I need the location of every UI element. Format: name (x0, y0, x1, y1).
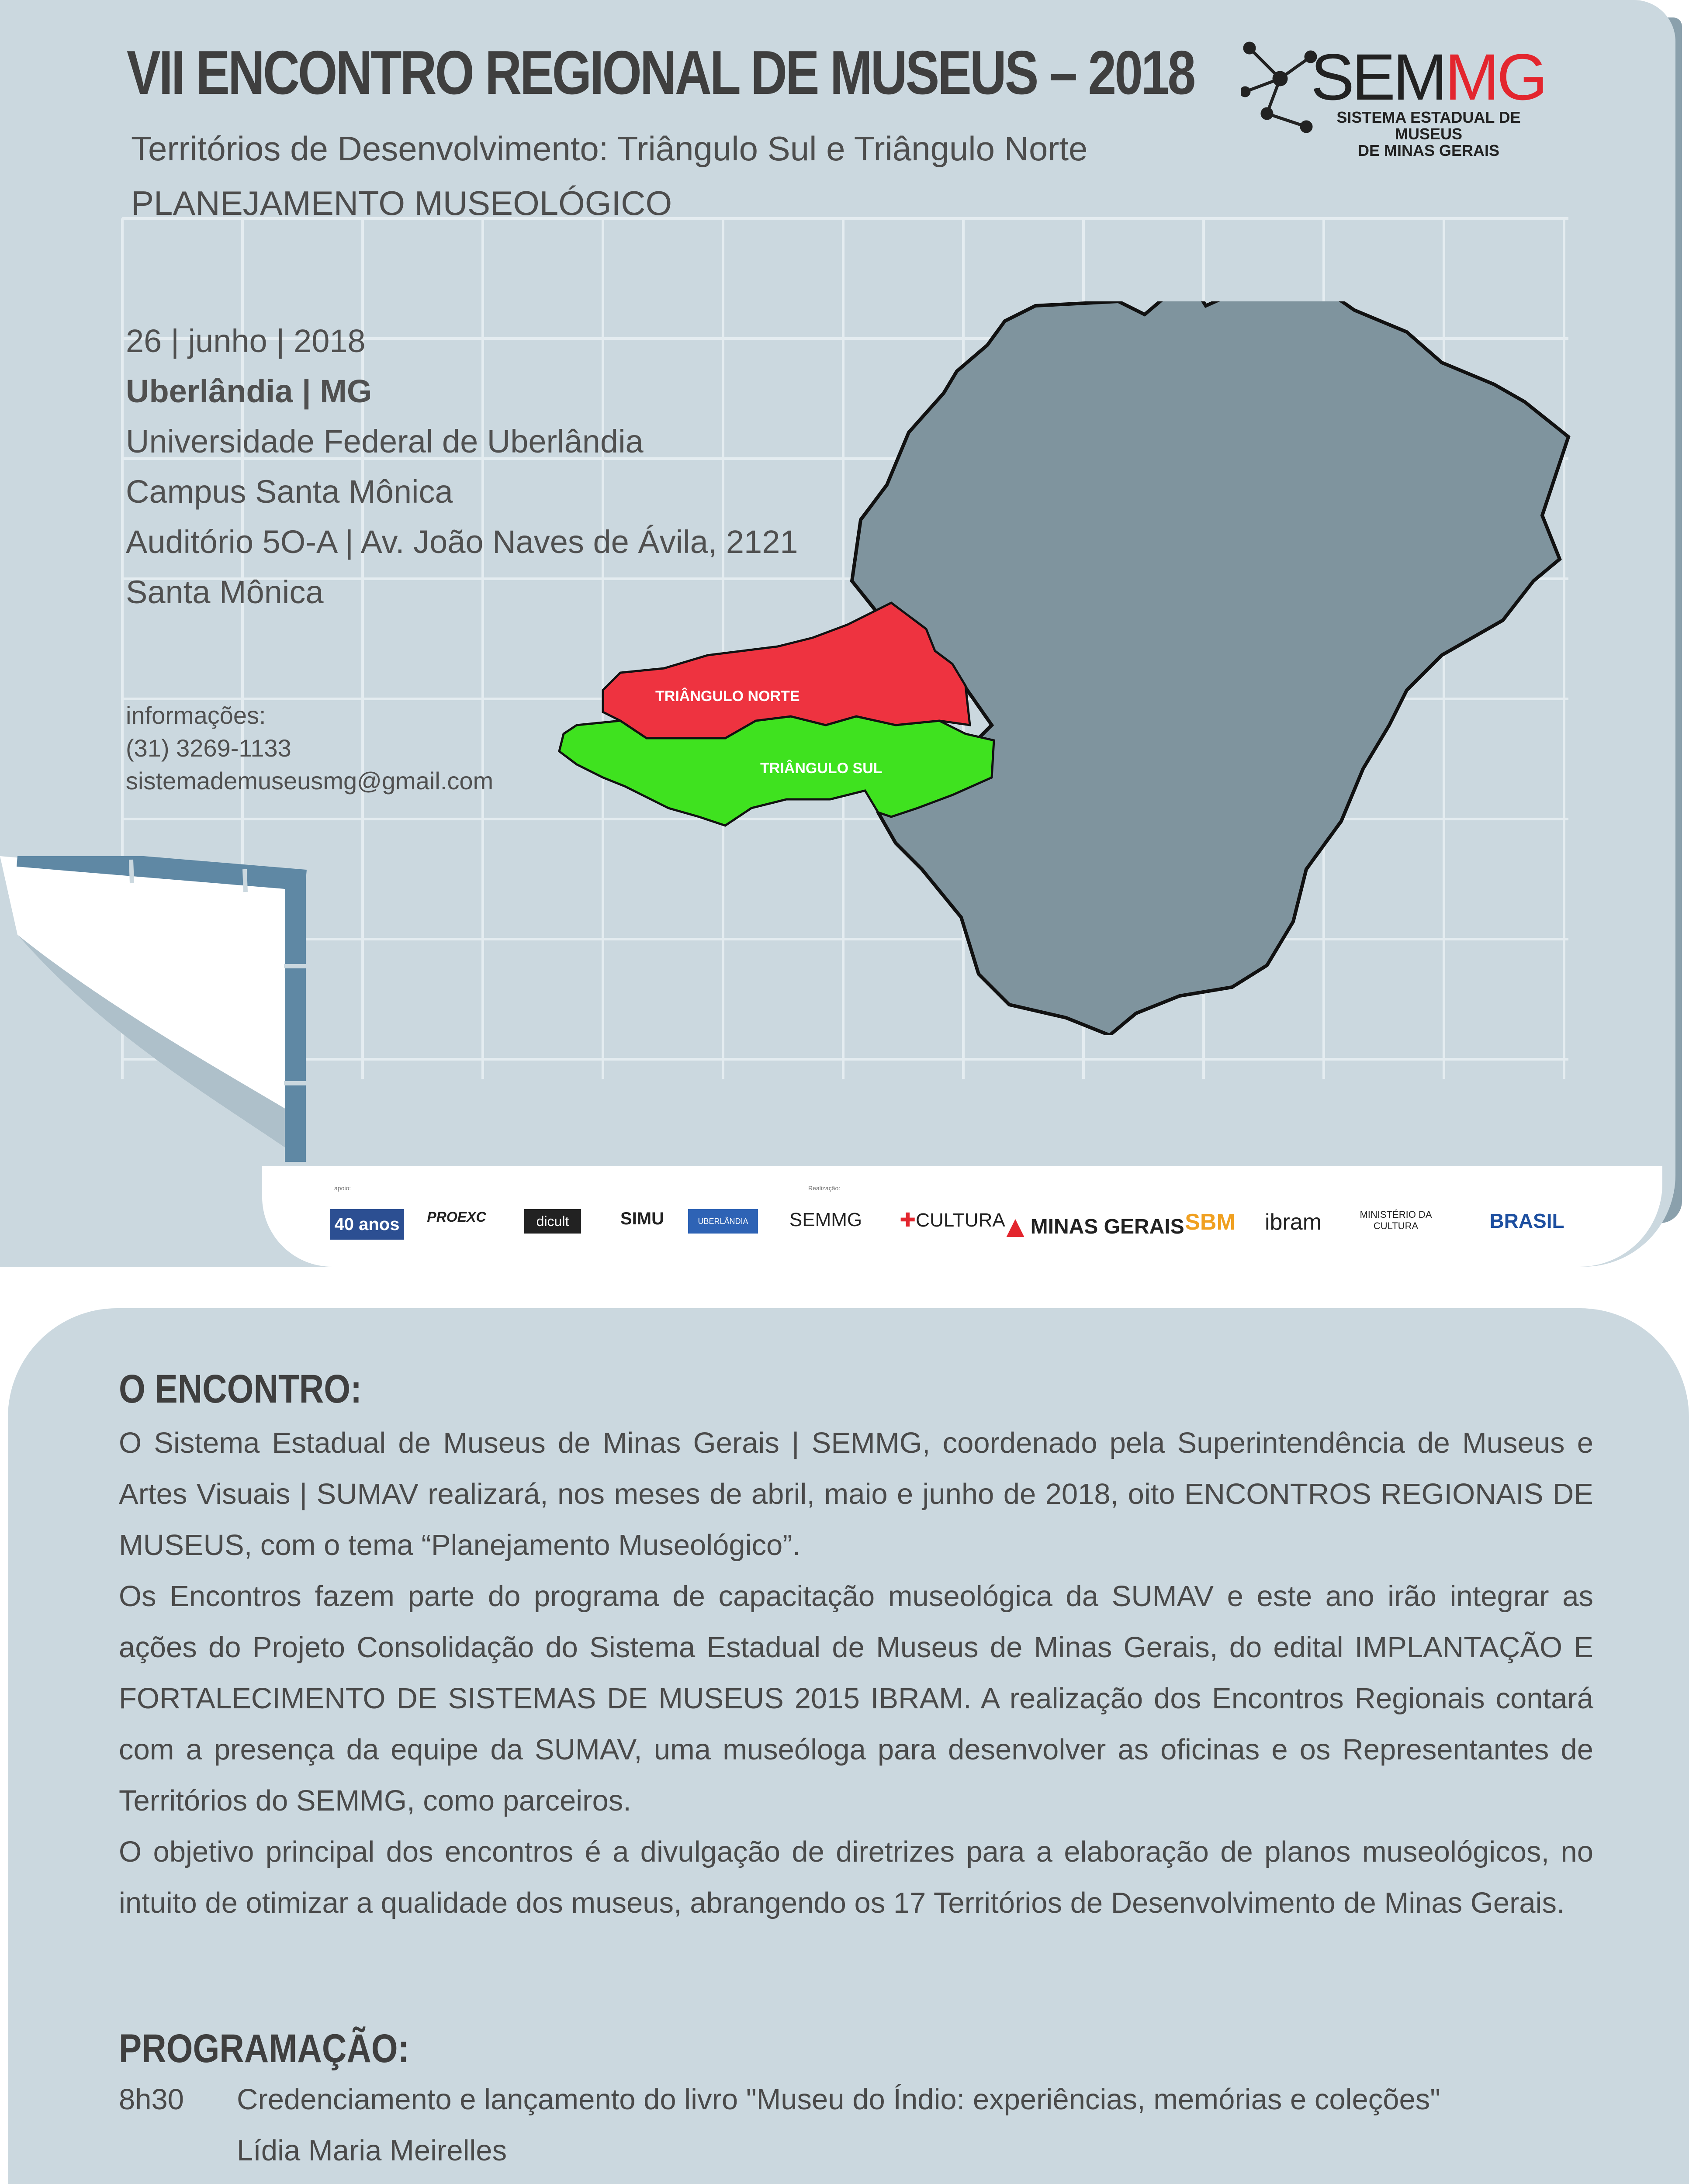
semmg-full-name: SISTEMA ESTADUAL DE MUSEUS DE MINAS GERAIS (1336, 108, 1521, 159)
page-curl-decoration (0, 856, 315, 1171)
subtitle-territories: Territórios de Desenvolvimento: Triângulo Sul e Triângulo Norte (131, 129, 1088, 168)
event-address: Auditório 5O-A | Av. João Naves de Ávila, 2121 (126, 524, 798, 560)
schedule-text: Credenciamento e lançamento do livro "Museu do Índio: experiências, memórias e coleções" (237, 2083, 1441, 2116)
event-date: 26 | junho | 2018 (126, 323, 366, 359)
schedule-row (119, 2083, 1440, 2116)
semmg-wordmark: SEMMG (1311, 40, 1545, 114)
logo-sbm: SBM (1185, 1209, 1236, 1235)
contact-phone: (31) 3269-1133 (126, 734, 291, 762)
cross-icon: ✚ (900, 1209, 916, 1231)
contact-label: informações: (126, 702, 266, 729)
schedule-text-continuation: Lídia Maria Meirelles (237, 2134, 507, 2167)
event-campus: Campus Santa Mônica (126, 473, 453, 510)
logo-ibram: ibram (1264, 1209, 1322, 1235)
encontro-paragraph-2: Os Encontros fazem parte do programa de capacitação museológica da SUMAV e este ano irão integrar as ações do Projeto Consolidação do Sistema Estadual de Museus de Minas Gerais, do edital IMPLANTAÇÃO E FORTALECIMENTO DE SISTEMAS DE MUSEUS 2015 IBRAM. A realização dos Encontros Regionais contará com a presença da equipe da SUMAV, uma museóloga para desenvolver as oficinas e os Representantes de Territórios do SEMMG, como parceiros. (119, 1580, 1593, 1817)
event-venue: Universidade Federal de Uberlândia (126, 423, 644, 460)
logo-semmg-small: SEMMG (789, 1209, 862, 1230)
support-label: apoio: (334, 1185, 351, 1192)
logo-simu: SIMU (620, 1209, 664, 1228)
event-neighborhood: Santa Mônica (126, 574, 324, 610)
semmg-logo (1241, 39, 1547, 159)
schedule-time: 8h30 (119, 2083, 184, 2116)
minas-gerais-map (542, 301, 1590, 1035)
triangle-icon: ▲ (1000, 1209, 1031, 1244)
label-triangulo-norte: TRIÂNGULO NORTE (655, 688, 800, 705)
label-triangulo-sul: TRIÂNGULO SUL (760, 760, 883, 777)
contact-email[interactable]: sistemademuseusmg@gmail.com (126, 767, 494, 795)
realization-label: Realização: (808, 1185, 841, 1192)
encontro-heading: O ENCONTRO: (119, 1367, 362, 1411)
logo-proexc: PROEXC (427, 1209, 486, 1225)
map-state-shape (852, 301, 1568, 1035)
page-title: VII ENCONTRO REGIONAL DE MUSEUS – 2018 (127, 38, 1194, 107)
encontro-paragraph-3: O objetivo principal dos encontros é a divulgação de diretrizes para a elaboração de planos museológicos, no intuito de otimizar a qualidade dos museus, abrangendo os 17 Territórios de Desenvolvimento de Minas Gerais. (119, 1835, 1593, 1919)
event-city: Uberlândia | MG (126, 373, 372, 409)
logo-dicult: dicult (524, 1209, 581, 1234)
map-triangulo-norte (603, 603, 970, 738)
logo-ministerio-cultura: MINISTÉRIO DA CULTURA (1360, 1209, 1432, 1231)
logo-cultura: ✚ CULTURA (900, 1209, 1005, 1231)
logo-minas-gerais: ▲ MINAS GERAIS (1000, 1209, 1184, 1244)
logo-brasil: BRASIL (1489, 1209, 1564, 1232)
subtitle-theme: PLANEJAMENTO MUSEOLÓGICO (131, 184, 672, 222)
logo-ufu-uberlandia: UBERLÂNDIA (688, 1209, 758, 1234)
encontro-paragraph-1: O Sistema Estadual de Museus de Minas Gerais | SEMMG, coordenado pela Superintendência de Museus e Artes Visuais | SUMAV realizará, nos meses de abril, maio e junho de 2018, oito ENCONTROS REGIONAIS DE MUSEUS, com o tema “Planejamento Museológico”. (119, 1427, 1593, 1562)
logo-ufu-40anos: 40 anos (330, 1209, 404, 1240)
programacao-heading: PROGRAMAÇÃO: (119, 2026, 409, 2071)
